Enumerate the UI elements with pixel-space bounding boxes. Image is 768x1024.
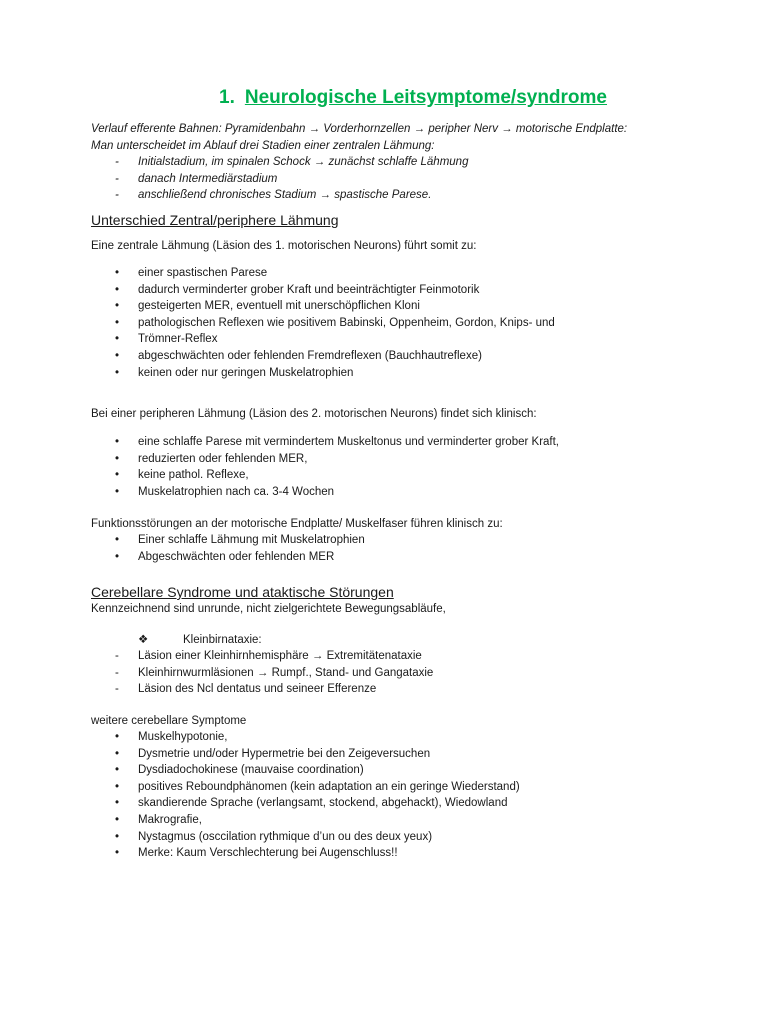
list-item: - Läsion des Ncl dentatus und seineer Efferenze (91, 681, 691, 698)
endplate-list (91, 532, 691, 565)
list-item: • keine pathol. Reflexe, (91, 467, 691, 484)
endplate-intro: Funktionsstörungen an der motorische Endplatte/ Muskelfaser führen klinisch zu: (91, 518, 503, 530)
list-item: • gesteigerten MER, eventuell mit unerschöpflichen Kloni (91, 298, 691, 315)
dash-marker: - (115, 172, 119, 185)
document-page (91, 0, 691, 860)
list-item: • Dysmetrie und/oder Hypermetrie bei den Zeigeversuchen (91, 746, 691, 763)
dash-marker: - (115, 683, 119, 696)
list-item: • skandierende Sprache (verlangsamt, stockend, abgehackt), Wiedowland (91, 795, 691, 812)
page-title (219, 86, 607, 110)
list-item: - Kleinhirnwurmläsionen → Rumpf., Stand- und Gangataxie (91, 665, 691, 682)
list-item: • Muskelhypotonie, (91, 729, 691, 746)
bullet-marker: • (115, 534, 120, 546)
central-intro: Eine zentrale Lähmung (Läsion des 1. motorischen Neurons) führt somit zu: (91, 240, 477, 252)
dash-marker: - (115, 156, 119, 169)
list-item: • abgeschwächten oder fehlenden Fremdreflexen (Bauchhautreflexe) (91, 348, 691, 365)
list-item: • eine schlaffe Parese mit vermindertem Muskeltonus und verminderter grober Kraft, (91, 434, 691, 451)
lesion-list (91, 648, 691, 698)
intro-line-2: Man unterscheidet im Ablauf drei Stadien einer zentralen Lähmung: (91, 139, 435, 152)
list-item: • Dysdiadochokinese (mauvaise coordination) (91, 762, 691, 779)
heading-title: Neurologische Leitsymptome/syndrome (244, 87, 608, 108)
list-item: • Nystagmus (osccilation rythmique d’un ou des deux yeux) (91, 829, 691, 846)
list-item: • pathologischen Reflexen wie positivem Babinski, Oppenheim, Gordon, Knips- und (91, 315, 691, 332)
intro-line-1: Verlauf efferente Bahnen: Pyramidenbahn → Vorderhornzellen → peripher Nerv → motorische Endplatte: (91, 123, 628, 135)
stages-list (91, 154, 691, 204)
list-item: • Muskelatrophien nach ca. 3-4 Wochen (91, 484, 691, 501)
bullet-marker: • (115, 764, 120, 777)
list-item: • Merke: Kaum Verschlechterung bei Augenschluss!! (91, 845, 691, 862)
section-heading-lahmung: Unterschied Zentral/periphere Lähmung (91, 212, 339, 228)
list-item: • reduzierten oder fehlenden MER, (91, 451, 691, 468)
list-item: • Makrografie, (91, 812, 691, 829)
list-item: - Läsion einer Kleinhirnhemisphäre → Extremitätenataxie (91, 648, 691, 665)
bullet-marker: • (115, 830, 120, 843)
dash-marker: - (115, 666, 119, 679)
bullet-marker: • (115, 349, 120, 362)
bullet-marker: • (115, 316, 120, 329)
list-item: • Einer schlaffe Lähmung mit Muskelatrophien (91, 532, 691, 549)
list-item: - anschließend chronisches Stadium → spastische Parese. (91, 187, 691, 204)
list-item: • keinen oder nur geringen Muskelatrophien (91, 365, 691, 382)
bullet-marker: • (115, 731, 120, 743)
diamond-heading (91, 632, 691, 649)
list-item: • Trömner-Reflex (91, 331, 691, 348)
bullet-marker: • (115, 452, 120, 465)
further-list (91, 729, 691, 862)
bullet-marker: • (115, 485, 120, 498)
bullet-marker: • (115, 436, 120, 448)
list-item: • einer spastischen Parese (91, 265, 691, 282)
diamond-label: Kleinbirnataxie: (183, 634, 262, 646)
bullet-marker: • (115, 366, 120, 379)
dash-marker: - (115, 189, 119, 202)
bullet-marker: • (115, 797, 120, 810)
bullet-marker: • (115, 300, 120, 313)
list-item: - Initialstadium, im spinalen Schock → zunächst schlaffe Lähmung (91, 154, 691, 171)
bullet-marker: • (115, 267, 120, 279)
peripheral-intro: Bei einer peripheren Lähmung (Läsion des 2. motorischen Neurons) findet sich klinisch: (91, 408, 537, 420)
peripheral-list (91, 434, 691, 500)
bullet-marker: • (115, 813, 120, 826)
further-intro: weitere cerebellare Symptome (91, 715, 247, 727)
heading-number: 1. (219, 87, 235, 108)
bullet-marker: • (115, 780, 120, 793)
bullet-marker: • (115, 333, 120, 346)
list-item: • positives Reboundphänomen (kein adaptation an ein geringe Wiederstand) (91, 779, 691, 796)
bullet-marker: • (115, 847, 120, 860)
list-item: • dadurch verminderter grober Kraft und beeinträchtigter Feinmotorik (91, 282, 691, 299)
diamond-marker-icon: ❖ (138, 634, 149, 646)
section-heading-cerebellar: Cerebellare Syndrome und ataktische Störungen (91, 584, 394, 600)
dash-marker: - (115, 650, 119, 662)
cerebellar-intro: Kennzeichnend sind unrunde, nicht zielgerichtete Bewegungsabläufe, (91, 603, 446, 615)
intro-block (91, 121, 691, 204)
list-item: • Abgeschwächten oder fehlenden MER (91, 549, 691, 566)
bullet-marker: • (115, 747, 120, 760)
list-item: - danach Intermediärstadium (91, 171, 691, 188)
bullet-marker: • (115, 550, 120, 563)
bullet-marker: • (115, 283, 120, 296)
central-list (91, 265, 691, 381)
bullet-marker: • (115, 469, 120, 482)
